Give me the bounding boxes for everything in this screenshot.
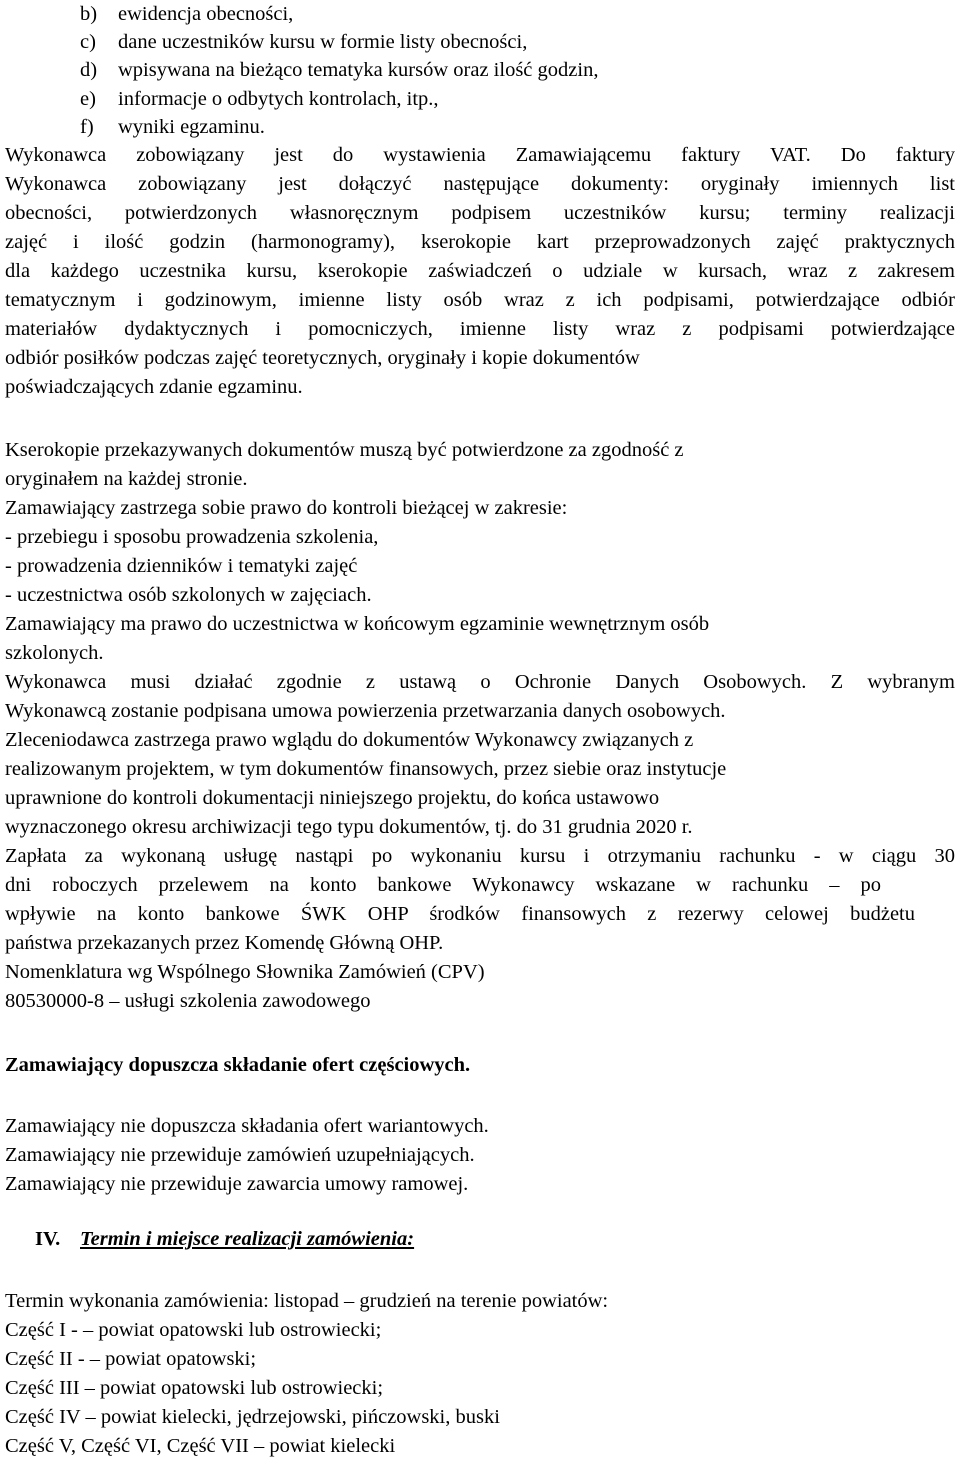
list-letter: f): [80, 116, 94, 138]
paragraph-control-line: realizowanym projektem, w tym dokumentów finansowych, przez siebie oraz instytucje: [5, 758, 727, 780]
paragraph-control-line: Zleceniodawca zastrzega prawo wglądu do dokumentów Wykonawcy związanych z: [5, 729, 694, 751]
paragraph-control-line: szkolonych.: [5, 642, 104, 664]
paragraph-control-line: wyznaczonego okresu archiwizacji tego typu dokumentów, tj. do 31 grudnia 2020 r.: [5, 816, 693, 838]
paragraph-vat-line: Wykonawca zobowiązany jest do wystawienia Zamawiającemu faktury VAT. Do faktury: [5, 144, 955, 166]
paragraph-control-line: - uczestnictwa osób szkolonych w zajęciach.: [5, 584, 372, 606]
paragraph-control-line: Wykonawcą zostanie podpisana umowa powierzenia przetwarzania danych osobowych.: [5, 700, 726, 722]
list-text: informacje o odbytych kontrolach, itp.,: [118, 88, 439, 110]
list-item-d: [80, 56, 598, 85]
list-letter: e): [80, 88, 96, 110]
term-line: Część II - – powiat opatowski;: [5, 1348, 257, 1370]
paragraph-vat-line: Wykonawca zobowiązany jest dołączyć następujące dokumenty: oryginały imiennych list: [5, 173, 955, 195]
statement-line: Zamawiający nie przewiduje zamówień uzupełniających.: [5, 1144, 475, 1166]
paragraph-vat-line: tematycznym i godzinowym, imienne listy osób wraz z ich podpisami, potwierdzające odbiór: [5, 289, 955, 311]
section-heading: [35, 1225, 414, 1254]
list-letter: d): [80, 59, 98, 81]
paragraph-control-line: Nomenklatura wg Wspólnego Słownika Zamówień (CPV): [5, 961, 485, 983]
paragraph-copies-line: oryginałem na każdej stronie.: [5, 468, 248, 490]
paragraph-control-line: uprawnione do kontroli dokumentacji niniejszego projektu, do końca ustawowo: [5, 787, 660, 809]
partial-offers-statement: Zamawiający dopuszcza składanie ofert częściowych.: [5, 1054, 471, 1076]
paragraph-control-line: wpływie na konto bankowe ŚWK OHP środków finansowych z rezerwy celowej budżetu: [5, 903, 915, 925]
statement-line: Zamawiający nie dopuszcza składania ofert wariantowych.: [5, 1115, 489, 1137]
list-item-e: [80, 85, 439, 114]
paragraph-control-line: Zamawiający ma prawo do uczestnictwa w końcowym egzaminie wewnętrznym osób: [5, 613, 710, 635]
paragraph-control-line: - prowadzenia dzienników i tematyki zajęć: [5, 555, 358, 577]
term-line: Część IV – powiat kielecki, jędrzejowski, pińczowski, buski: [5, 1406, 500, 1428]
list-item-b: [80, 0, 293, 29]
list-letter: c): [80, 31, 96, 53]
paragraph-control-line: Wykonawca musi działać zgodnie z ustawą o Ochronie Danych Osobowych. Z wybranym: [5, 671, 955, 693]
section-title: Termin i miejsce realizacji zamówienia:: [80, 1228, 415, 1250]
paragraph-control-line: Zamawiający zastrzega sobie prawo do kontroli bieżącej w zakresie:: [5, 497, 568, 519]
list-text: ewidencja obecności,: [118, 3, 294, 25]
term-line: Część V, Część VI, Część VII – powiat kielecki: [5, 1435, 396, 1457]
list-item-c: [80, 28, 527, 57]
list-letter: b): [80, 3, 98, 25]
list-item-f: [80, 113, 265, 142]
term-line: Część III – powiat opatowski lub ostrowiecki;: [5, 1377, 384, 1399]
paragraph-vat-line: poświadczających zdanie egzaminu.: [5, 376, 303, 398]
paragraph-vat-line: odbiór posiłków podczas zajęć teoretycznych, oryginały i kopie dokumentów: [5, 347, 640, 369]
paragraph-control-line: Zapłata za wykonaną usługę nastąpi po wykonaniu kursu i otrzymaniu rachunku - w ciągu 30: [5, 845, 955, 867]
paragraph-control-line: państwa przekazanych przez Komendę Główną OHP.: [5, 932, 444, 954]
paragraph-control-line: dni roboczych przelewem na konto bankowe Wykonawcy wskazane w rachunku – po: [5, 874, 881, 896]
list-text: wpisywana na bieżąco tematyka kursów oraz ilość godzin,: [118, 59, 599, 81]
paragraph-control-line: - przebiegu i sposobu prowadzenia szkolenia,: [5, 526, 379, 548]
term-line: Część I - – powiat opatowski lub ostrowiecki;: [5, 1319, 382, 1341]
term-line: Termin wykonania zamówienia: listopad – grudzień na terenie powiatów:: [5, 1290, 609, 1312]
paragraph-control-line: 80530000-8 – usługi szkolenia zawodowego: [5, 990, 371, 1012]
paragraph-vat-line: zajęć i ilość godzin (harmonogramy), kserokopie kart przeprowadzonych zajęć praktycznych: [5, 231, 955, 253]
list-text: dane uczestników kursu w formie listy obecności,: [118, 31, 528, 53]
paragraph-vat-line: dla każdego uczestnika kursu, kserokopie zaświadczeń o udziale w kursach, wraz z zakresem: [5, 260, 955, 282]
list-text: wyniki egzaminu.: [118, 116, 265, 138]
paragraph-vat-line: materiałów dydaktycznych i pomocniczych, imienne listy wraz z podpisami potwierdzające: [5, 318, 955, 340]
statement-line: Zamawiający nie przewiduje zawarcia umowy ramowej.: [5, 1173, 469, 1195]
paragraph-copies-line: Kserokopie przekazywanych dokumentów muszą być potwierdzone za zgodność z: [5, 439, 684, 461]
paragraph-vat-line: obecności, potwierdzonych własnoręcznym podpisem uczestników kursu; terminy realizacji: [5, 202, 955, 224]
section-number: IV.: [35, 1228, 61, 1250]
